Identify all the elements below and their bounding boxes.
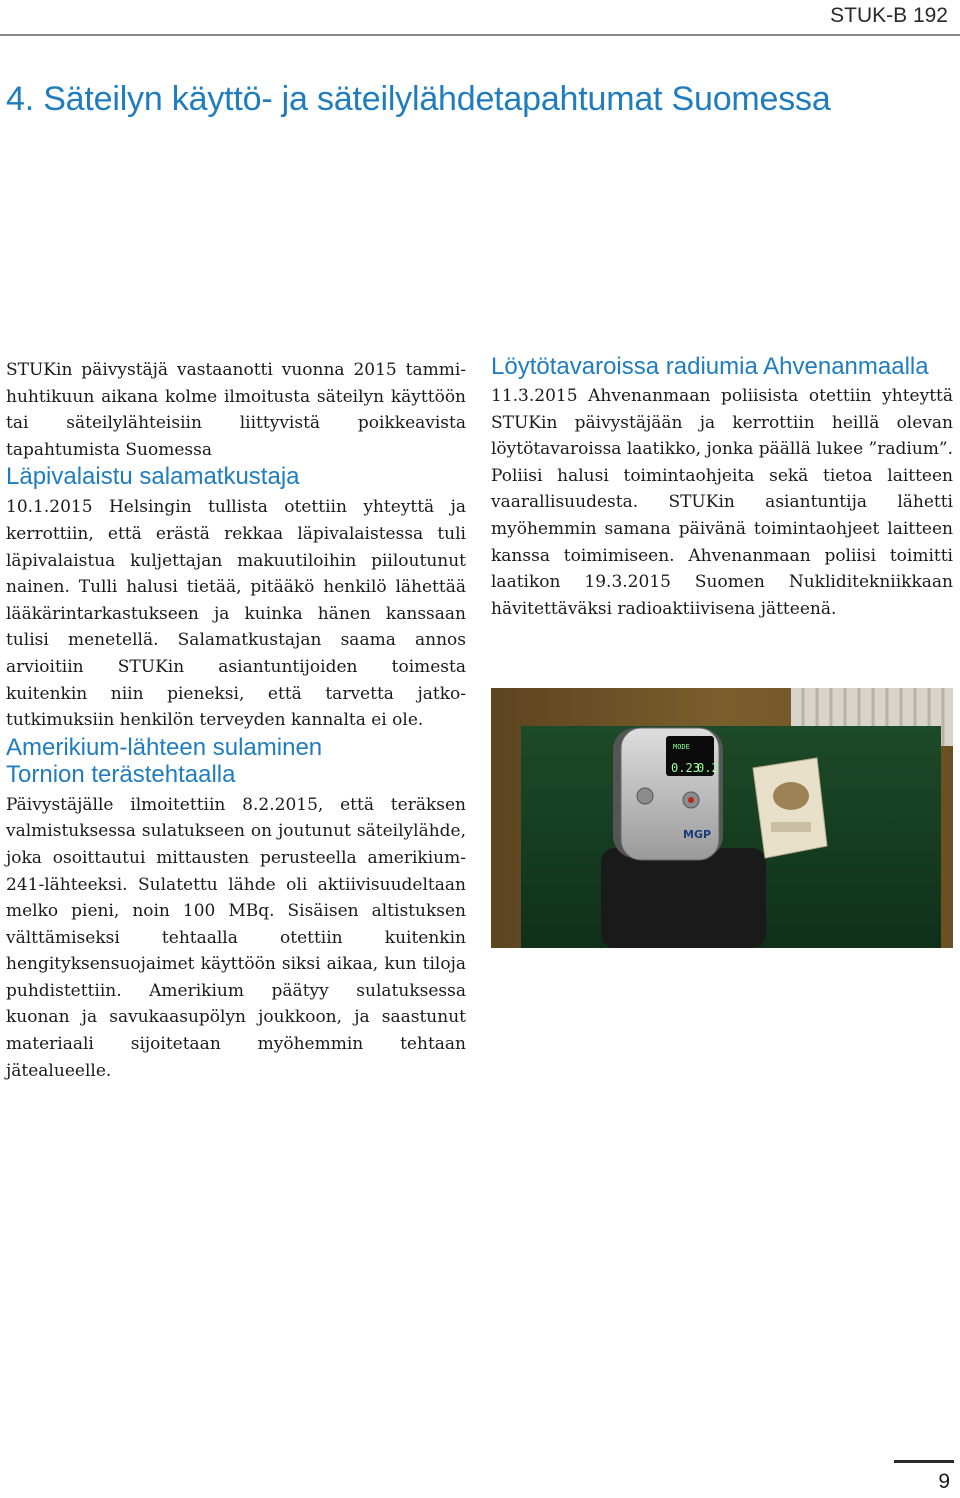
- section-body-radium: 11.3.2015 Ahvenanmaan poliisista otettiin yhteyttä STUKin päivystäjään ja kerrottiin heillä olevan löytötavaroissa laatikko, jonka päällä lukee ”radium”. Poliisi halusi toimintaohjeita sekä tietoa laitteen vaarallisuudesta. STUKin asiantuntija lähetti myöhemmin samana päivänä toimintaohjeet laitteen kanssa toimimiseen. Ahvenanmaan poliisi toimitti laatikon 19.3.2015 Suomen Nukliditekniikkaan hävitettäväksi radioaktiivisena jätteenä.: [491, 386, 953, 619]
- leather-case: [601, 848, 766, 948]
- section-title-americium: [6, 734, 466, 788]
- right-column: [491, 353, 953, 622]
- page-title: 4. Säteilyn käyttö- ja säteilylähdetapahtumat Suomessa: [6, 80, 831, 118]
- meter-brand: MGP: [683, 828, 712, 841]
- section-body-americium: Päivystäjälle ilmoitettiin 8.2.2015, että teräksen valmistuksessa sulatukseen on joutunut säteilylähde, joka osoittautui mittausten perusteella amerikium-241-lähteeksi. Sulatettu lähde oli aktiivisuudeltaan melko pieni, noin 100 MBq. Sisäisen altistuksen välttämiseksi tehtaalla otettiin kuitenkin hengityksensuojaimet käyttöön siksi aikaa, kun tiloja puhdistettiin. Amerikium päätyy sulatuksessa kuonan ja savukaasupölyn joukkoon, ja saastunut materiaali sijoitetaan myöhemmin tehtaan jätealueelle.: [6, 794, 466, 1081]
- footer-rule: [894, 1460, 954, 1463]
- section-body-stowaway: 10.1.2015 Helsingin tullista otettiin yhteyttä ja kerrottiin, että erästä rekkaa läpivalaistessa tuli läpivalaistua kuljettajan makuutiloihin piiloutunut nainen. Tulli halusi tietää, pitääkö henkilö lähettää lääkärintarkastukseen ja kuinka hänen kanssaan tulisi menetellä. Salamatkustajan saama annos arvioitiin STUKin asiantuntijoiden toimesta kuitenkin niin pieneksi, että tarvetta jatkotutkimuksiin henkilön terveyden kannalta ei ole.: [6, 497, 466, 731]
- section-title-americium-line1: Amerikium-lähteen sulaminen: [6, 733, 323, 761]
- section-title-americium-line2: Tornion terästehtaalla: [6, 760, 236, 788]
- intro-paragraph: STUKin päivystäjä vastaanotti vuonna 2015 tammi-huhtikuun aikana kolme ilmoitusta säteilyn käyttöön tai säteilylähteisiin liittyvistä poikkeavista tapahtumista Suomessa: [6, 360, 466, 460]
- radium-box: [753, 758, 827, 858]
- left-column: [6, 357, 466, 1084]
- meter-button-left: [637, 788, 653, 804]
- radiation-meter: [621, 728, 719, 860]
- page-number: 9: [938, 1470, 950, 1493]
- photo-radiation-meter: [491, 688, 953, 948]
- svg-text:MODE: MODE: [673, 743, 690, 751]
- display-reading-2: 0.2: [697, 761, 719, 775]
- display-reading-1: 0.23: [671, 761, 700, 775]
- section-title-radium: Löytötavaroissa radiumia Ahvenanmaalla: [491, 353, 929, 380]
- running-head: STUK-B 192: [830, 4, 948, 27]
- header-rule: [0, 34, 960, 36]
- section-title-stowaway: Läpivalaistu salamatkustaja: [6, 463, 300, 491]
